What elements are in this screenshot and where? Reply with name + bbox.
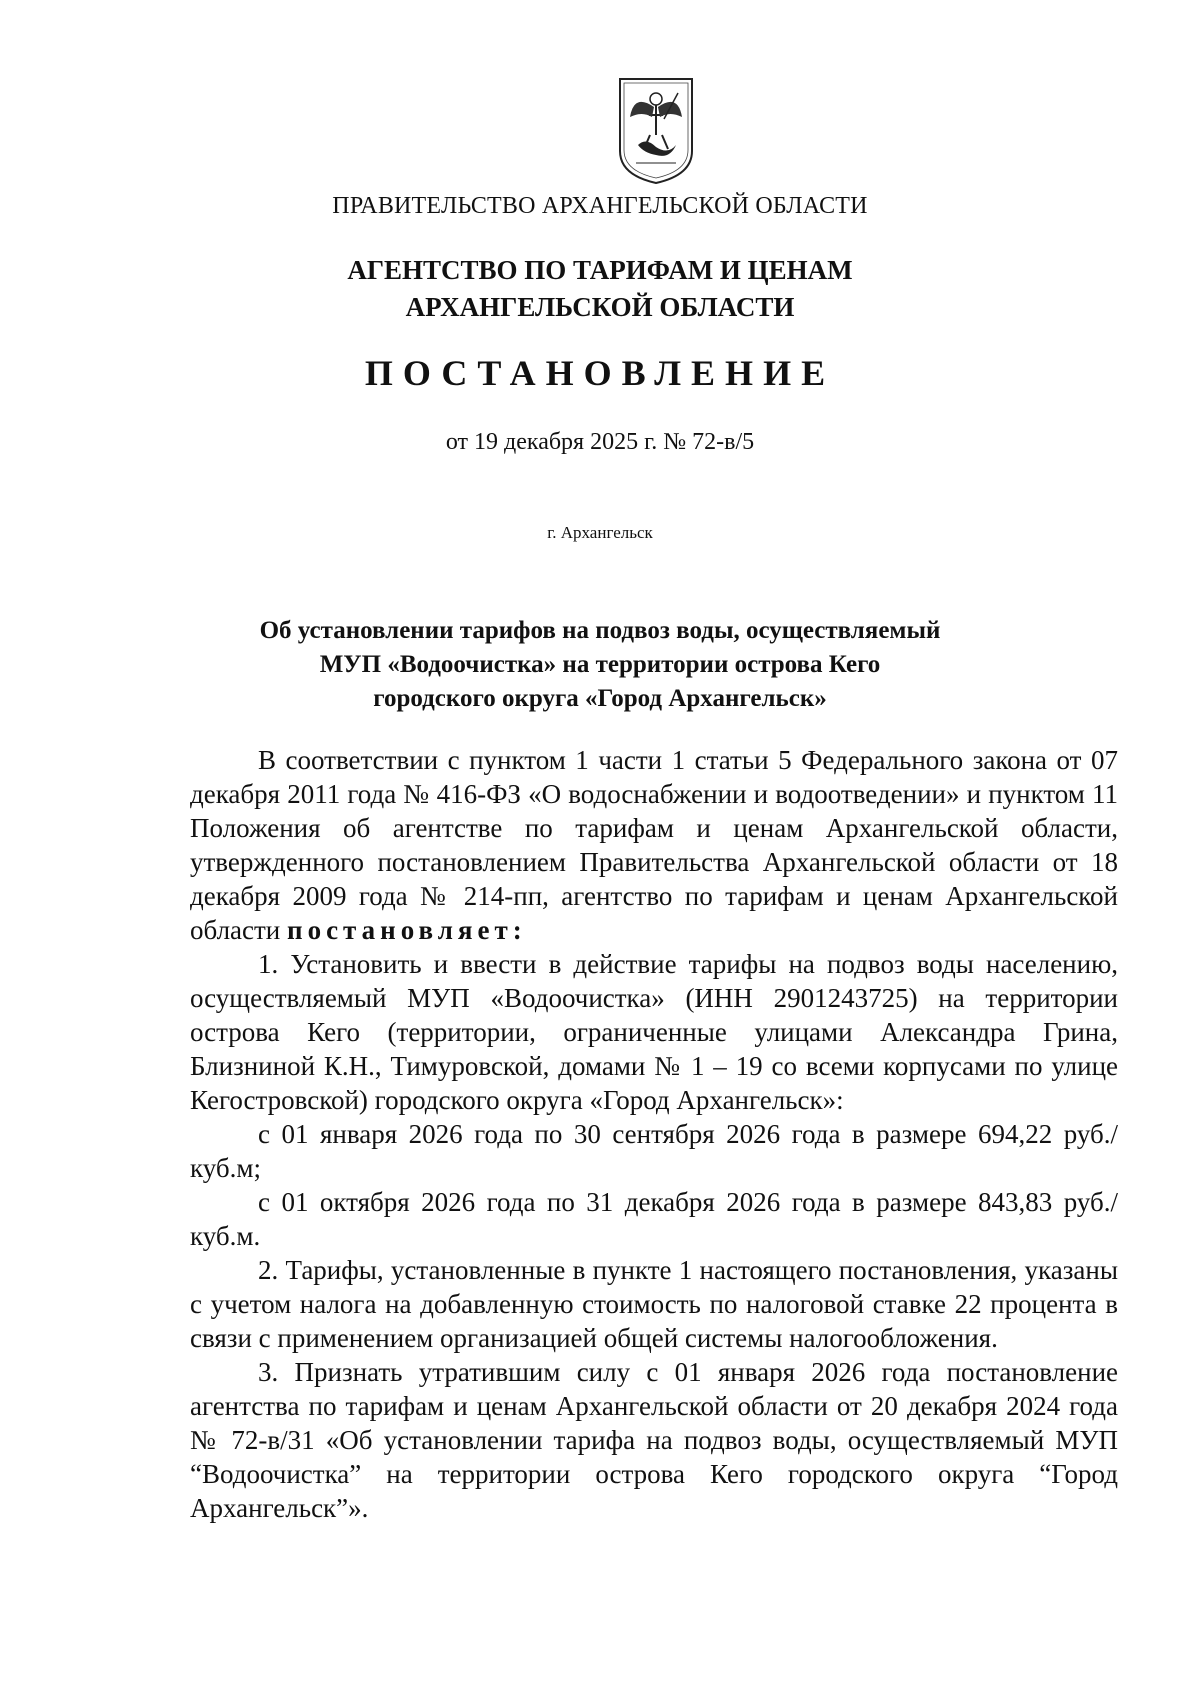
title-line1: Об установлении тарифов на подвоз воды, осуществляемый (259, 617, 941, 644)
item-2: 2. Тарифы, установленные в пункте 1 настоящего постановления, указаны с учетом налога на добавленную стоимость по налоговой ставке 22 процента в связи с применением организацией общей системы налогообложения. (190, 1255, 1118, 1353)
document-date-number: от 19 декабря 2025 г. № 72-в/5 (445, 429, 755, 455)
preamble-text: В соответствии с пунктом 1 части 1 статьи 5 Федерального закона от 07 декабря 2011 года № 416-ФЗ «О водоснабжении и водоотведении» и пунктом 11 Положения об агентстве по тарифам и ценам Архангельской области, утвержденного постановлением Правительства Архангельской области от 18 декабря 2009 года № 214-пп, агентство по тарифам и ценам Архангельской области (190, 745, 1118, 945)
document-body (190, 743, 1118, 1525)
agency-name (0, 252, 1200, 326)
title-line2: МУП «Водоочистка» на территории острова Кего (319, 651, 881, 678)
resolves-word: постановляет: (287, 915, 527, 945)
document-type: ПОСТАНОВЛЕНИЕ (364, 353, 836, 393)
agency-name-line2: АРХАНГЕЛЬСКОЙ ОБЛАСТИ (405, 292, 795, 322)
coat-of-arms-icon (616, 75, 696, 187)
agency-name-line1: АГЕНТСТВО ПО ТАРИФАМ И ЦЕНАМ (347, 255, 853, 285)
item-1-period-2: с 01 октября 2026 года по 31 декабря 2026 года в размере 843,83 руб./куб.м. (190, 1187, 1118, 1251)
title-line3: городского округа «Город Архангельск» (373, 685, 827, 712)
document-title (0, 614, 1200, 716)
government-name: ПРАВИТЕЛЬСТВО АРХАНГЕЛЬСКОЙ ОБЛАСТИ (332, 193, 868, 219)
item-1-period-1: с 01 января 2026 года по 30 сентября 2026 года в размере 694,22 руб./куб.м; (190, 1119, 1118, 1183)
item-3: 3. Признать утратившим силу с 01 января 2026 года постановление агентства по тарифам и ценам Архангельской области от 20 декабря 2024 года № 72-в/31 «Об установлении тарифа на подвоз воды, осуществляемый МУП “Водоочистка” на территории острова Кего городского округа “Город Архангельск”». (190, 1357, 1118, 1523)
document-city: г. Архангельск (547, 523, 653, 542)
preamble-paragraph (190, 743, 1118, 947)
item-1: 1. Установить и ввести в действие тарифы на подвоз воды населению, осуществляемый МУП «Водоочистка» (ИНН 2901243725) на территории острова Кего (территории, ограниченные улицами Александра Грина, Близниной К.Н., Тимуровской, домами № 1 – 19 со всеми корпусами по улице Кегостровской) городского округа «Город Архангельск»: (190, 949, 1118, 1115)
